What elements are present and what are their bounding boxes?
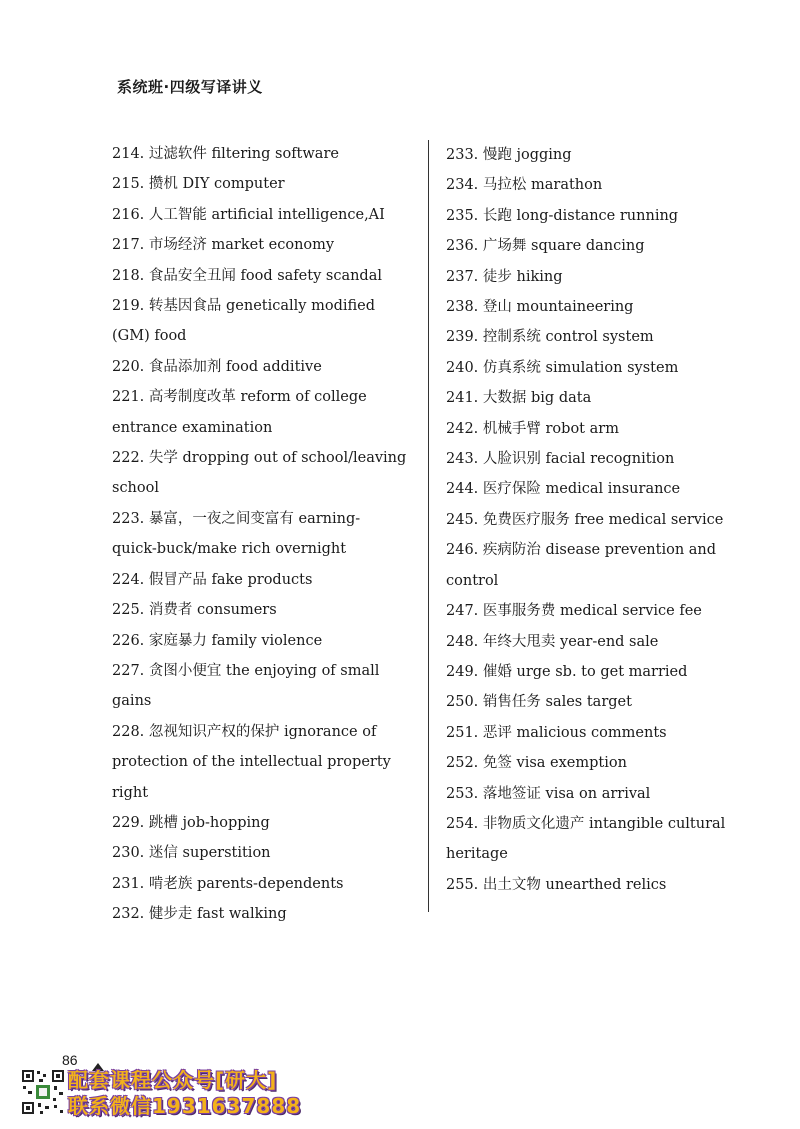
vocab-line: 230. 迷信 superstition bbox=[112, 845, 271, 862]
right-column bbox=[446, 140, 746, 900]
vocab-line: 253. 落地签证 visa on arrival bbox=[446, 785, 651, 802]
vocab-line: 246. 疾病防治 disease prevention and bbox=[446, 542, 717, 559]
vocab-line: control bbox=[446, 572, 499, 589]
column-divider bbox=[428, 140, 429, 912]
vocab-line: 255. 出土文物 unearthed relics bbox=[446, 876, 667, 893]
vocab-line: 236. 广场舞 square dancing bbox=[446, 238, 645, 255]
vocab-line: 243. 人脸识别 facial recognition bbox=[446, 451, 675, 468]
vocab-line: (GM) food bbox=[112, 328, 187, 345]
vocab-line: 216. 人工智能 artificial intelligence,AI bbox=[112, 206, 385, 223]
vocab-line: 234. 马拉松 marathon bbox=[446, 177, 603, 194]
vocab-line: 241. 大数据 big data bbox=[446, 390, 592, 407]
vocab-line: 240. 仿真系统 simulation system bbox=[446, 359, 679, 376]
vocab-line: 219. 转基因食品 genetically modified bbox=[112, 298, 376, 315]
vocab-line: 235. 长跑 long-distance running bbox=[446, 207, 679, 224]
vocab-line: 247. 医事服务费 medical service fee bbox=[446, 603, 702, 620]
vocab-line: 237. 徒步 hiking bbox=[446, 268, 563, 285]
vocab-line: 228. 忽视知识产权的保护 ignorance of bbox=[112, 723, 377, 740]
vocab-line: 215. 攒机 DIY computer bbox=[112, 176, 285, 193]
vocab-line: 238. 登山 mountaineering bbox=[446, 299, 634, 316]
vocab-line: 232. 健步走 fast walking bbox=[112, 906, 287, 923]
vocab-line: 214. 过滤软件 filtering software bbox=[112, 146, 339, 162]
vocab-line: 217. 市场经济 market economy bbox=[112, 237, 335, 254]
vocab-line: 233. 慢跑 jogging bbox=[446, 147, 572, 163]
page-number: 86 bbox=[62, 1052, 78, 1068]
vocab-line: 244. 医疗保险 medical insurance bbox=[446, 481, 681, 498]
vocab-line: gains bbox=[112, 693, 152, 710]
vocab-line: 239. 控制系统 control system bbox=[446, 329, 654, 346]
vocab-line: entrance examination bbox=[112, 419, 273, 436]
vocab-line: protection of the intellectual property right bbox=[112, 754, 391, 801]
vocab-line: 245. 免费医疗服务 free medical service bbox=[446, 511, 724, 528]
vocab-line: 249. 催婚 urge sb. to get married bbox=[446, 663, 688, 680]
vocab-line: 242. 机械手臂 robot arm bbox=[446, 420, 619, 437]
vocab-line: 227. 贪图小便宜 the enjoying of small bbox=[112, 662, 380, 679]
vocab-line: 218. 食品安全丑闻 food safety scandal bbox=[112, 267, 382, 284]
vocab-line: 252. 免签 visa exemption bbox=[446, 755, 627, 772]
promo-line-2: 联系微信1931637888 bbox=[68, 1094, 302, 1118]
vocab-line: 231. 啃老族 parents-dependents bbox=[112, 875, 344, 892]
vocab-line: quick-buck/make rich overnight bbox=[112, 541, 347, 558]
vocab-line: 251. 恶评 malicious comments bbox=[446, 724, 667, 741]
vocab-line: 224. 假冒产品 fake products bbox=[112, 571, 313, 588]
vocab-line: school bbox=[112, 480, 159, 497]
vocab-line: 248. 年终大甩卖 year-end sale bbox=[446, 633, 659, 650]
vocab-line: 225. 消费者 consumers bbox=[112, 602, 277, 619]
vocab-line: 226. 家庭暴力 family violence bbox=[112, 632, 323, 649]
vocab-line: 221. 高考制度改革 reform of college bbox=[112, 389, 367, 406]
vocab-line: 220. 食品添加剂 food additive bbox=[112, 358, 322, 375]
running-header: 系统班·四级写译讲义 bbox=[117, 78, 263, 96]
vocab-line: heritage bbox=[446, 846, 508, 863]
vocab-line: 254. 非物质文化遗产 intangible cultural bbox=[446, 815, 726, 832]
vocab-line: 250. 销售任务 sales target bbox=[446, 694, 632, 711]
vocab-line: 223. 暴富，一夜之间变富有 earning- bbox=[112, 510, 361, 527]
qr-code-icon bbox=[20, 1068, 66, 1116]
vocab-line: 229. 跳槽 job-hopping bbox=[112, 814, 270, 831]
left-column bbox=[112, 139, 412, 930]
promo-line-1: 配套课程公众号[研大] bbox=[68, 1068, 278, 1092]
vocab-line: 222. 失学 dropping out of school/leaving bbox=[112, 450, 407, 467]
